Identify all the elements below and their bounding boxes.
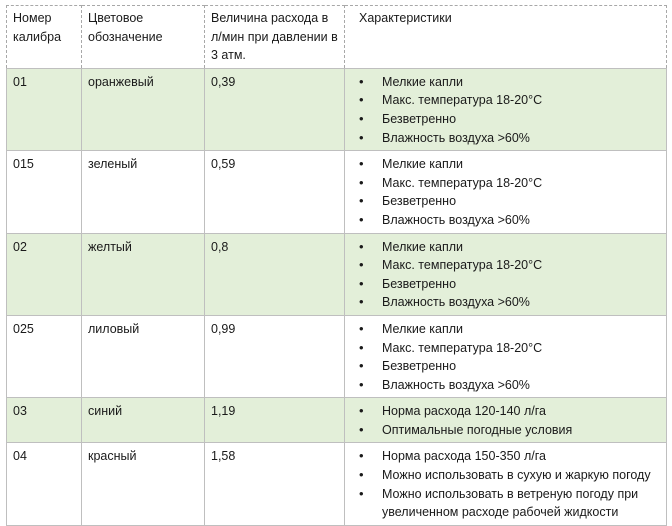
table-header-row [7,6,667,69]
color-name: желтый [82,233,205,315]
feature-item: • Влажность воздуха >60% [351,293,660,312]
features-cell [345,233,667,315]
feature-item: • Мелкие капли [351,73,660,92]
header-features: Характеристики [345,6,667,69]
table-row [7,68,667,150]
feature-item: • Макс. температура 18-20°C [351,91,660,110]
caliber-number: 02 [7,233,82,315]
feature-item: • Норма расхода 120-140 л/га [351,402,660,421]
feature-item: • Мелкие капли [351,320,660,339]
features-cell [345,443,667,525]
feature-item: • Мелкие капли [351,155,660,174]
table-row [7,233,667,315]
feature-item: • Безветренно [351,275,660,294]
feature-item: • Макс. температура 18-20°C [351,174,660,193]
feature-item: • Макс. температура 18-20°C [351,256,660,275]
feature-item: • Оптимальные погодные условия [351,421,660,440]
color-name: красный [82,443,205,525]
flow-value: 0,8 [205,233,345,315]
flow-value: 1,19 [205,398,345,443]
color-name: синий [82,398,205,443]
nozzle-table [6,5,667,526]
feature-item: • Безветренно [351,192,660,211]
caliber-number: 025 [7,315,82,397]
table-row [7,443,667,525]
flow-value: 0,39 [205,68,345,150]
feature-item: • Можно использовать в ветреную погоду при увеличенном расходе рабочей жидкости [351,485,660,522]
caliber-number: 04 [7,443,82,525]
features-cell [345,315,667,397]
feature-item: • Влажность воздуха >60% [351,211,660,230]
caliber-number: 03 [7,398,82,443]
features-cell [345,151,667,233]
caliber-number: 015 [7,151,82,233]
header-color: Цветовое обозначение [82,6,205,69]
features-cell [345,398,667,443]
feature-item: • Макс. температура 18-20°C [351,339,660,358]
color-name: оранжевый [82,68,205,150]
feature-item: • Можно использовать в сухую и жаркую погоду [351,466,660,485]
flow-value: 0,59 [205,151,345,233]
header-flow: Величина расхода в л/мин при давлении в 3 атм. [205,6,345,69]
header-caliber: Номер калибра [7,6,82,69]
feature-item: • Мелкие капли [351,238,660,257]
features-cell [345,68,667,150]
color-name: лиловый [82,315,205,397]
feature-item: • Безветренно [351,110,660,129]
table-row [7,398,667,443]
feature-item: • Безветренно [351,357,660,376]
flow-value: 0,99 [205,315,345,397]
flow-value: 1,58 [205,443,345,525]
caliber-number: 01 [7,68,82,150]
color-name: зеленый [82,151,205,233]
feature-item: • Влажность воздуха >60% [351,129,660,148]
table-row [7,315,667,397]
table-row [7,151,667,233]
feature-item: • Норма расхода 150-350 л/га [351,447,660,466]
feature-item: • Влажность воздуха >60% [351,376,660,395]
